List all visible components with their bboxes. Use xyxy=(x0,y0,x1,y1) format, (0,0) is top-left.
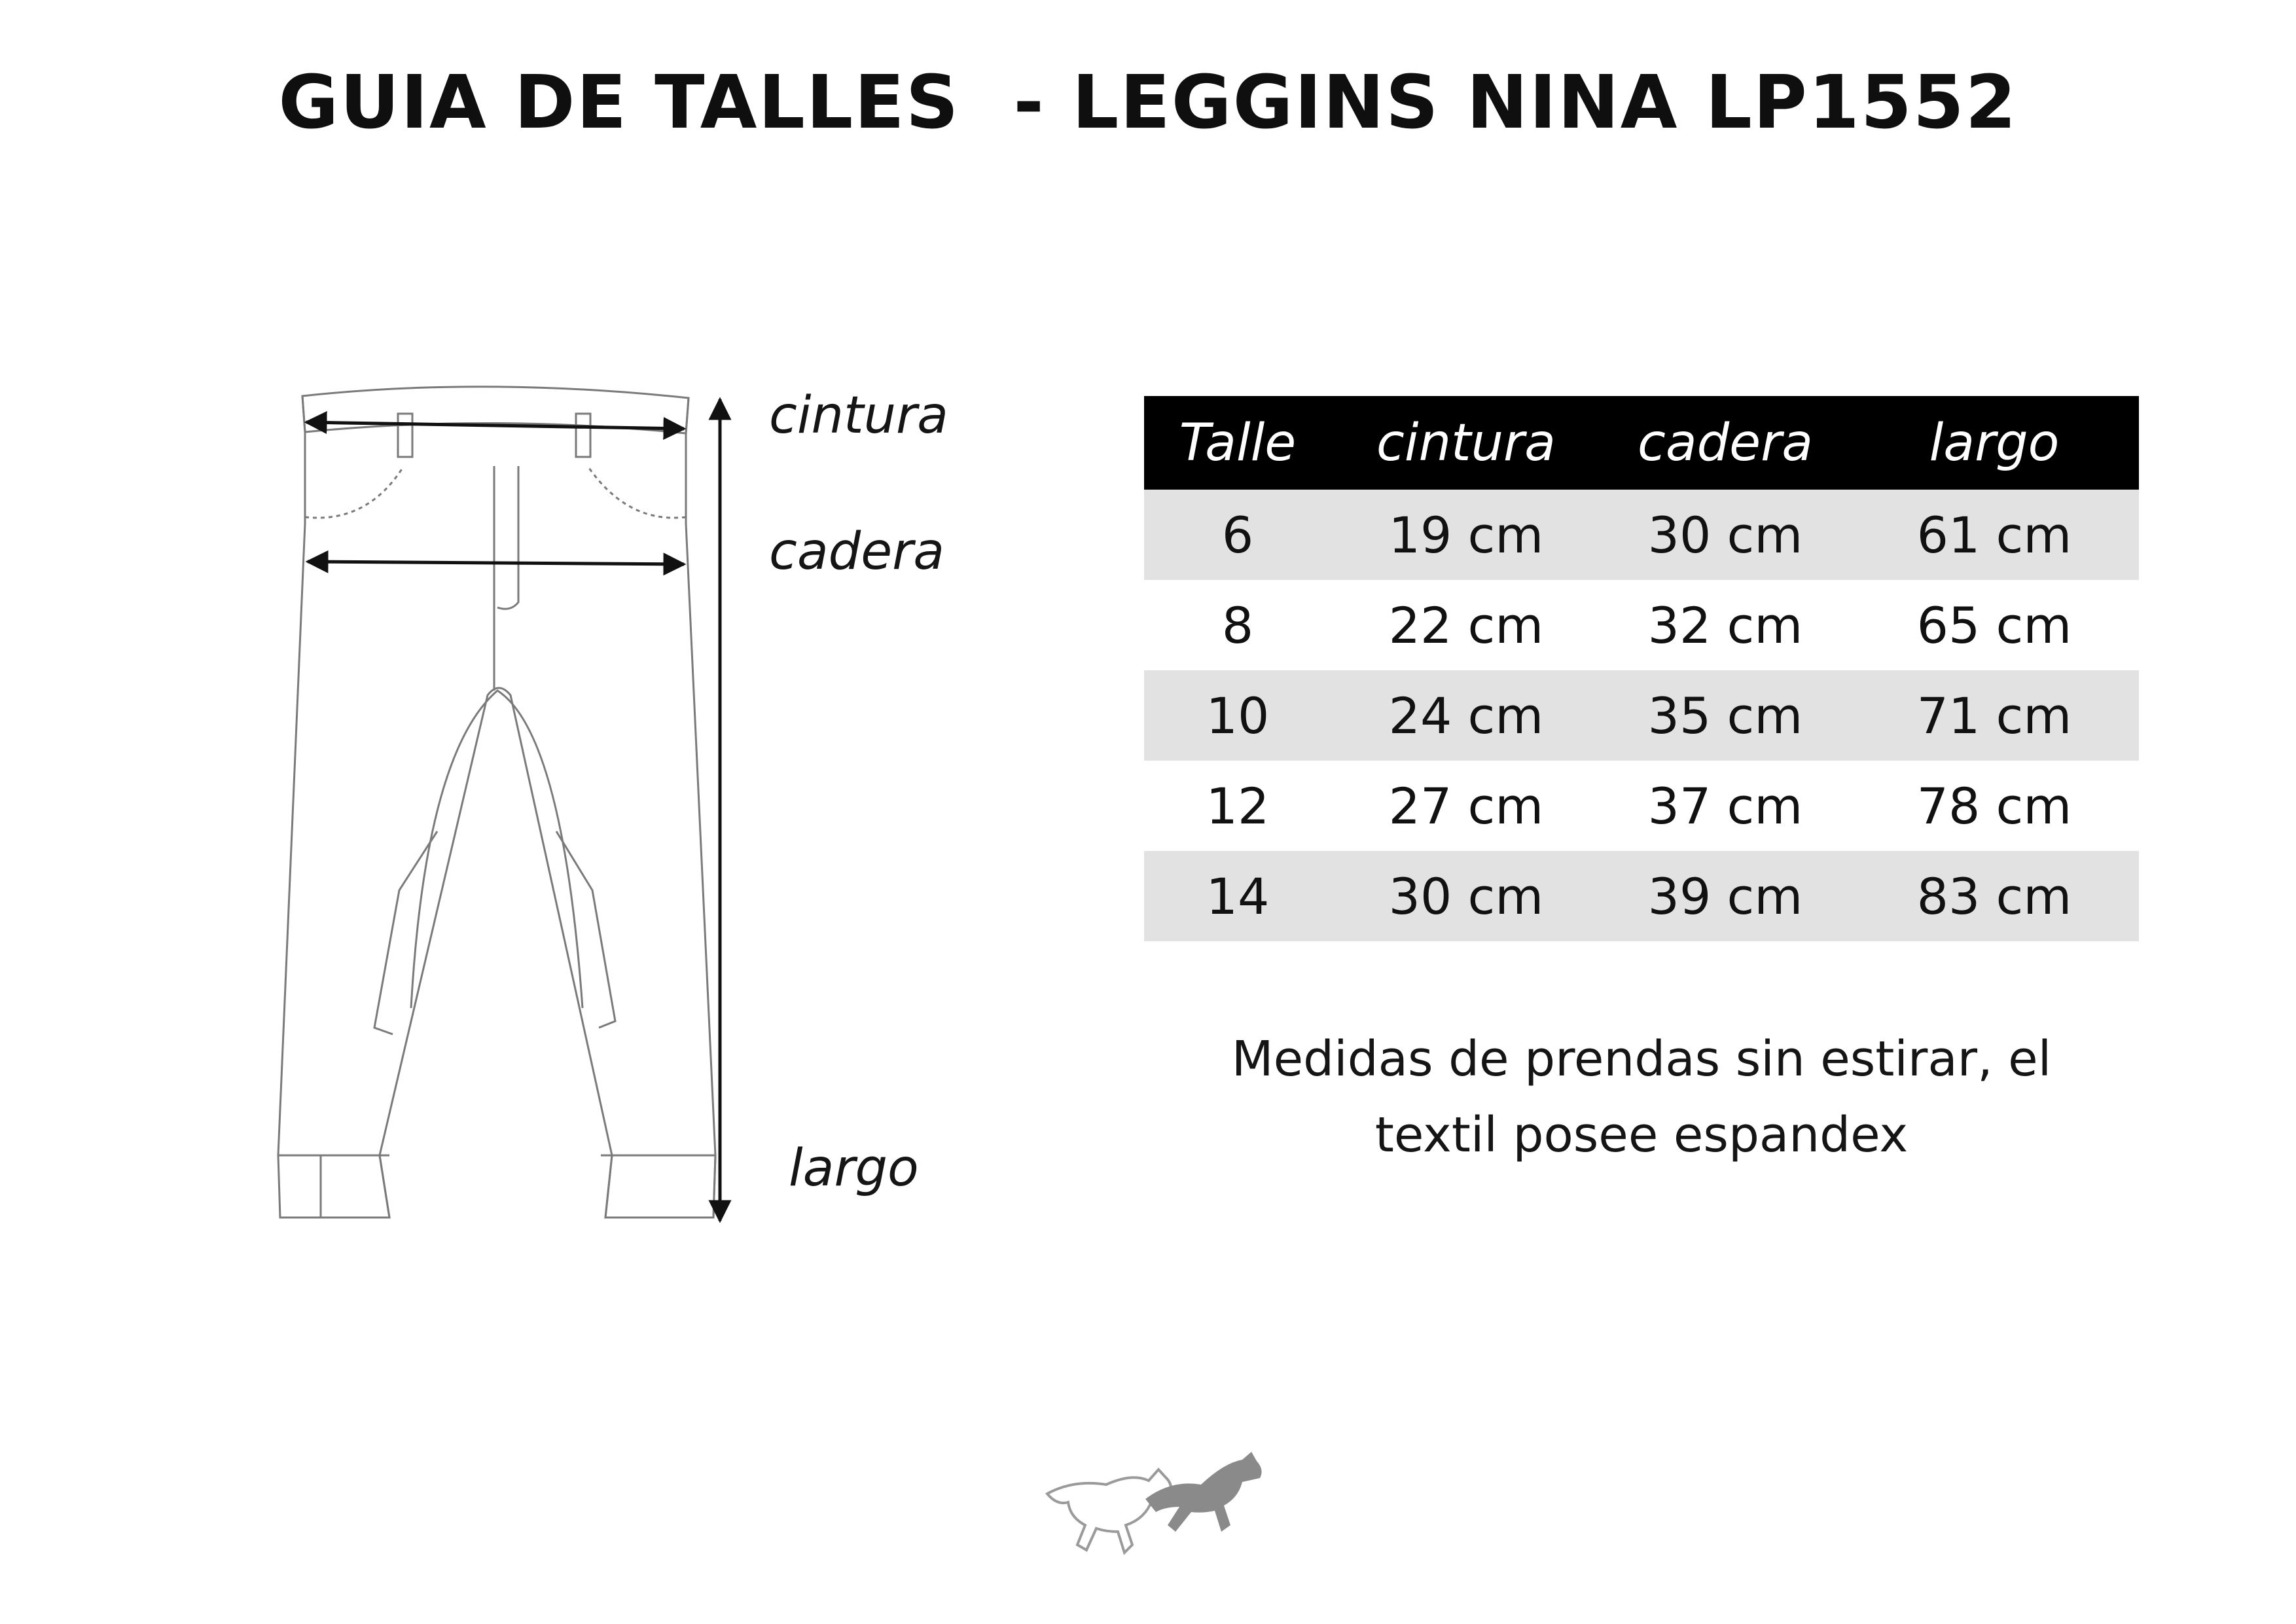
column-header-hip: cadera xyxy=(1601,396,1850,490)
table-row xyxy=(1144,851,2139,941)
size-cell: 8 xyxy=(1144,580,1331,670)
size-cell: 12 xyxy=(1144,761,1331,851)
table-row xyxy=(1144,580,2139,670)
hip-cell: 30 cm xyxy=(1601,490,1850,580)
length-cell: 83 cm xyxy=(1850,851,2139,941)
horse-logo-icon xyxy=(1034,1434,1270,1564)
length-cell: 71 cm xyxy=(1850,670,2139,761)
column-header-waist: cintura xyxy=(1331,396,1601,490)
hip-label: cadera xyxy=(769,522,945,581)
note-line: textil posee espandex xyxy=(1374,1107,1909,1163)
column-header-length: largo xyxy=(1850,396,2139,490)
waist-cell: 27 cm xyxy=(1331,761,1601,851)
length-cell: 78 cm xyxy=(1850,761,2139,851)
waist-label: cintura xyxy=(769,386,948,445)
hip-cell: 35 cm xyxy=(1601,670,1850,761)
hip-cell: 32 cm xyxy=(1601,580,1850,670)
length-label: largo xyxy=(789,1139,919,1198)
waist-cell: 24 cm xyxy=(1331,670,1601,761)
leggings-diagram xyxy=(0,0,982,1244)
waist-cell: 30 cm xyxy=(1331,851,1601,941)
hip-cell: 37 cm xyxy=(1601,761,1850,851)
measurement-note xyxy=(1210,1021,2073,1173)
leggings-outline xyxy=(278,387,715,1218)
hip-cell: 39 cm xyxy=(1601,851,1850,941)
table-row xyxy=(1144,761,2139,851)
size-cell: 10 xyxy=(1144,670,1331,761)
size-cell: 6 xyxy=(1144,490,1331,580)
size-table xyxy=(1144,396,2139,941)
page-title: GUIA DE TALLES - LEGGINS NINA LP1552 xyxy=(278,60,2018,145)
table-row xyxy=(1144,490,2139,580)
hip-measure-arrow xyxy=(308,562,684,564)
length-cell: 61 cm xyxy=(1850,490,2139,580)
waist-cell: 22 cm xyxy=(1331,580,1601,670)
table-header-row xyxy=(1144,396,2139,490)
length-cell: 65 cm xyxy=(1850,580,2139,670)
table-row xyxy=(1144,670,2139,761)
size-cell: 14 xyxy=(1144,851,1331,941)
note-line: Medidas de prendas sin estirar, el xyxy=(1231,1031,2052,1087)
column-header-size: Talle xyxy=(1144,396,1331,490)
waist-cell: 19 cm xyxy=(1331,490,1601,580)
